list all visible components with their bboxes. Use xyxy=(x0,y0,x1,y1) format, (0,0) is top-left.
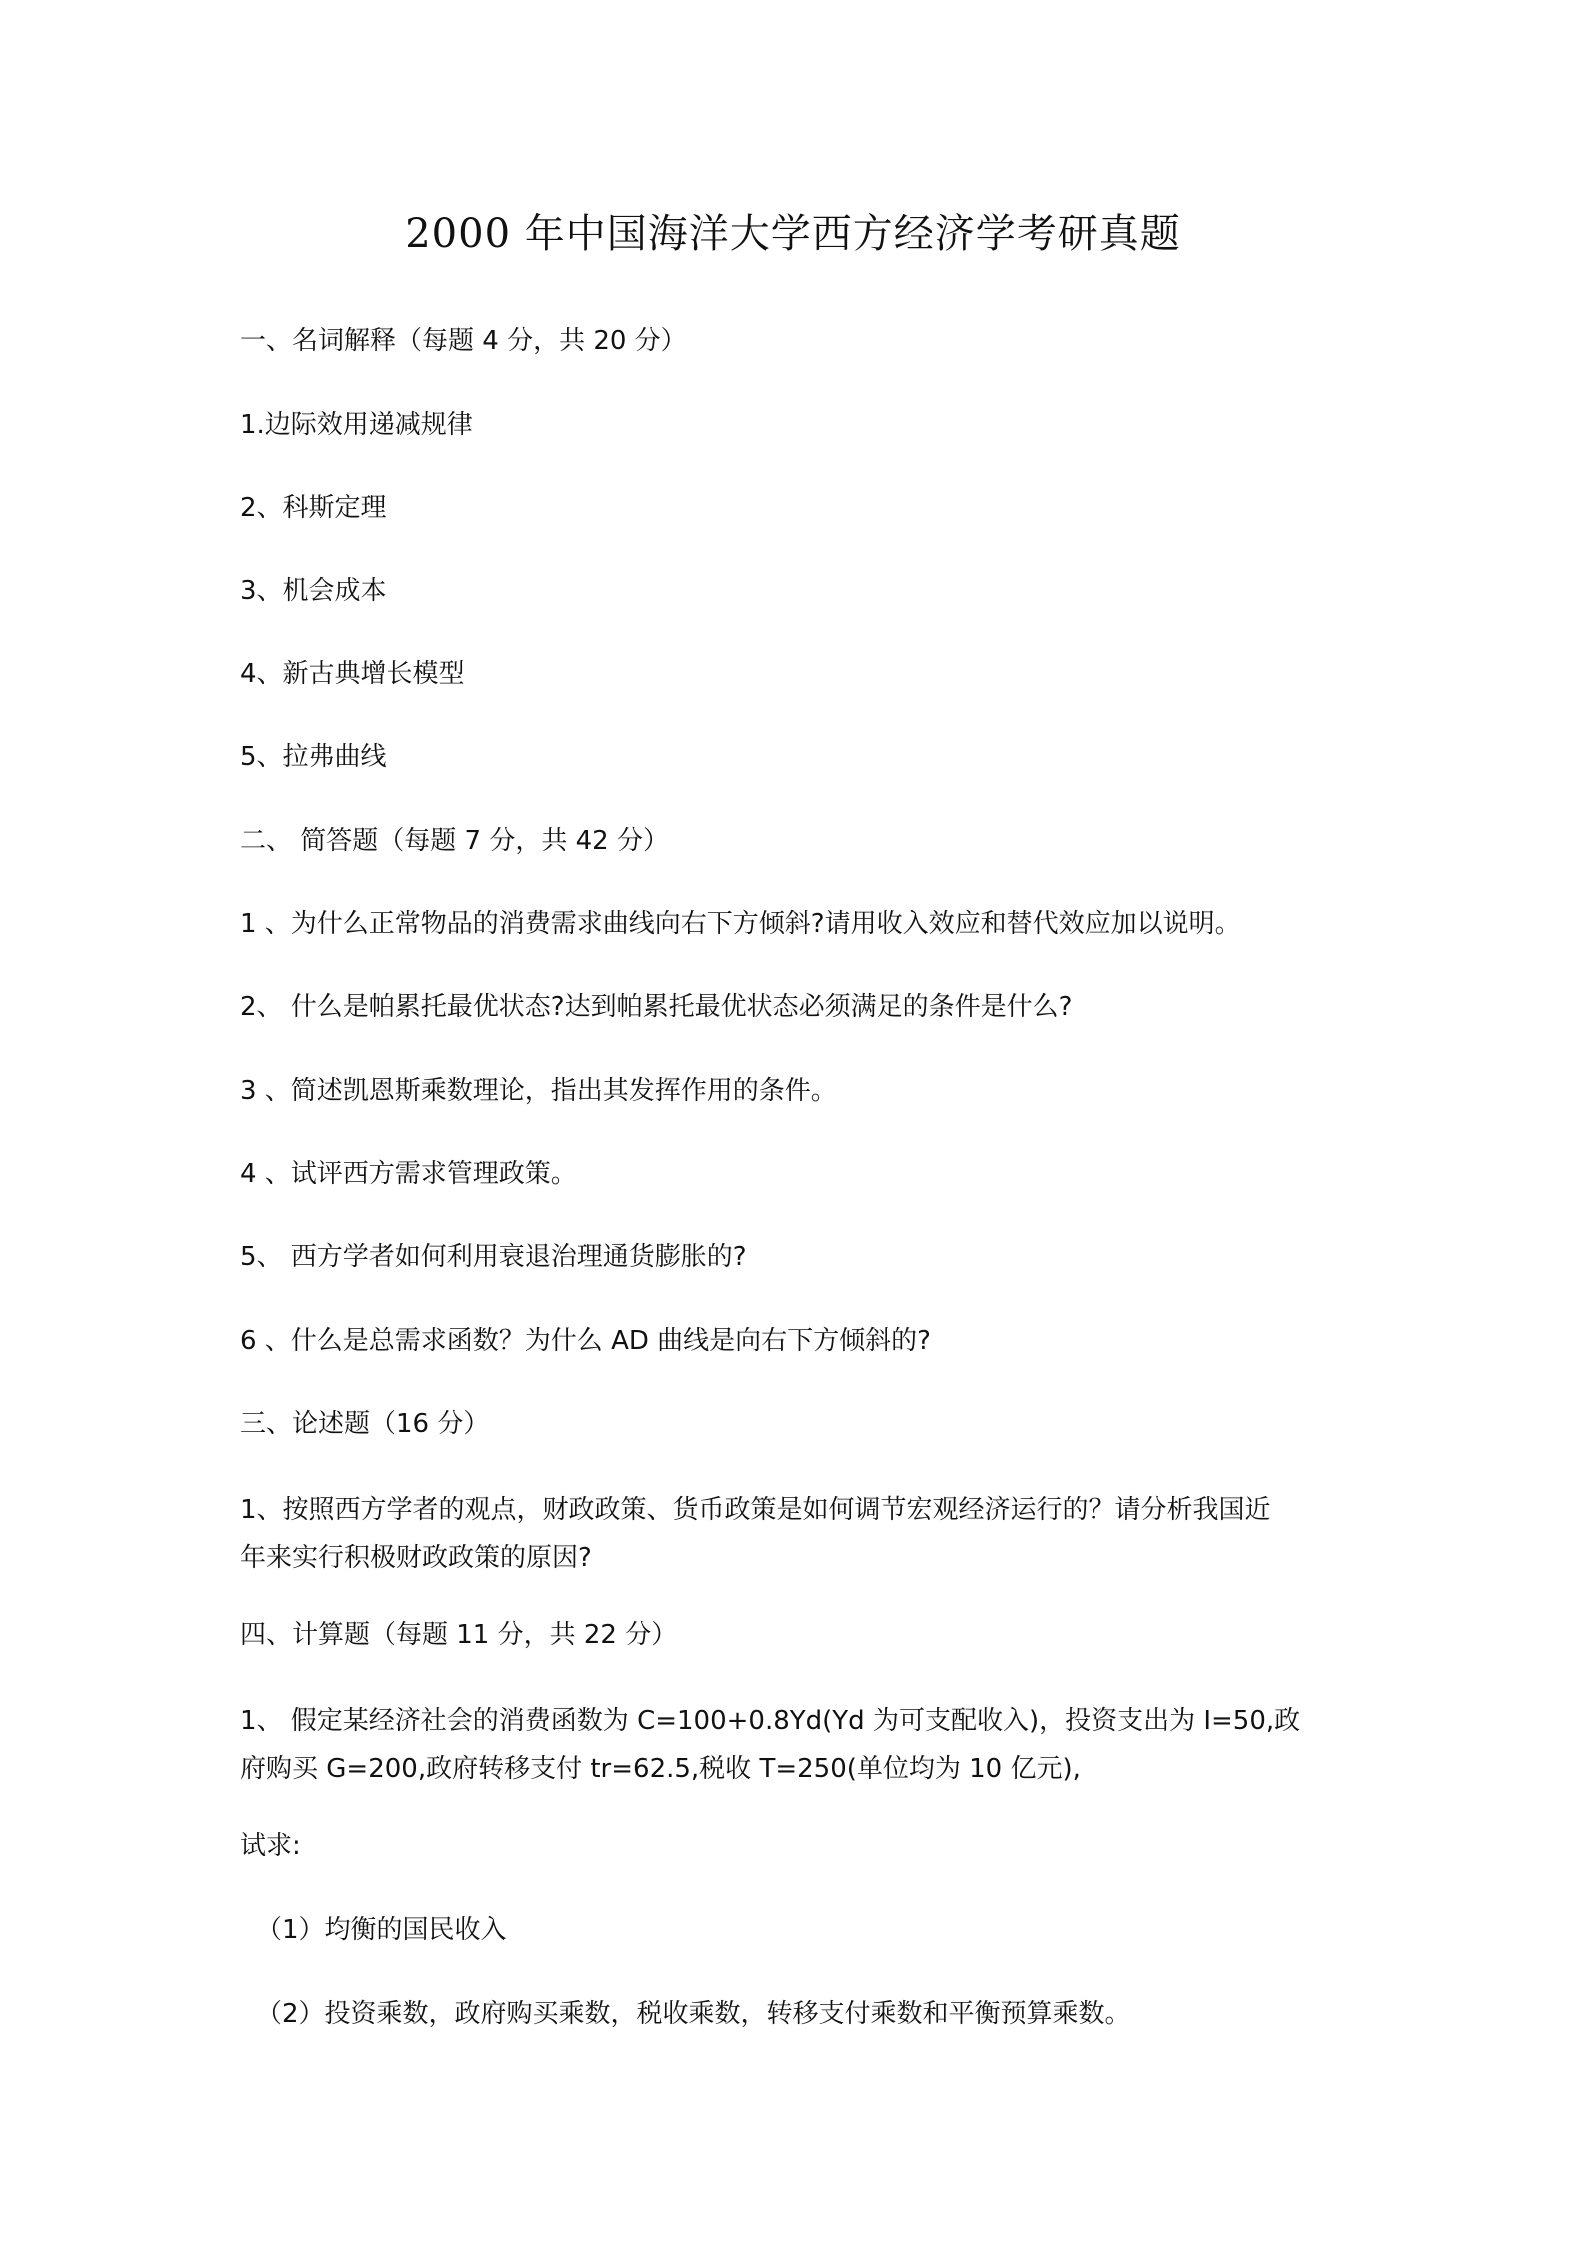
section2-item-1: 1 、为什么正常物品的消费需求曲线向右下方倾斜?请用收入效应和替代效应加以说明。 xyxy=(240,909,1241,939)
section3-item-1-line-2: 年来实行积极财政政策的原因? xyxy=(240,1543,592,1573)
section2-item-4: 4 、试评西方需求管理政策。 xyxy=(240,1159,577,1189)
section2-item-3: 3 、简述凯恩斯乘数理论，指出其发挥作用的条件。 xyxy=(240,1076,837,1106)
section1-item-1: 1.边际效用递减规律 xyxy=(240,410,473,440)
section4-sub-1: （1）均衡的国民收入 xyxy=(256,1915,507,1945)
section2-heading: 二、 简答题（每题 7 分，共 42 分） xyxy=(240,826,669,856)
section3-heading: 三、论述题（16 分） xyxy=(240,1409,490,1439)
section4-heading: 四、计算题（每题 11 分，共 22 分） xyxy=(240,1620,678,1650)
page-title: 2000 年中国海洋大学西方经济学考研真题 xyxy=(405,211,1181,257)
section1-item-3: 3、机会成本 xyxy=(240,576,387,606)
section3-item-1-line-1: 1、按照西方学者的观点，财政政策、货币政策是如何调节宏观经济运行的？请分析我国近 xyxy=(240,1495,1271,1525)
section4-sub-2: （2）投资乘数，政府购买乘数，税收乘数，转移支付乘数和平衡预算乘数。 xyxy=(256,1999,1131,2029)
section2-item-6: 6 、什么是总需求函数？为什么 AD 曲线是向右下方倾斜的? xyxy=(240,1326,931,1356)
section1-heading: 一、名词解释（每题 4 分，共 20 分） xyxy=(240,326,687,356)
section4-ask: 试求: xyxy=(240,1831,301,1861)
section4-item-1-line-1: 1、 假定某经济社会的消费函数为 C=100+0.8Yd(Yd 为可支配收入)，投资支出为 I=50,政 xyxy=(240,1706,1301,1736)
section4-item-1-line-2: 府购买 G=200,政府转移支付 tr=62.5,税收 T=250(单位均为 10 亿元), xyxy=(240,1754,1081,1784)
section3-item-1 xyxy=(240,1486,1360,1582)
section4-item-1 xyxy=(240,1697,1360,1793)
section1-item-4: 4、新古典增长模型 xyxy=(240,659,465,689)
section1-item-5: 5、拉弗曲线 xyxy=(240,742,387,772)
section2-item-5: 5、 西方学者如何利用衰退治理通货膨胀的? xyxy=(240,1242,747,1272)
section2-item-2: 2、 什么是帕累托最优状态?达到帕累托最优状态必须满足的条件是什么? xyxy=(240,992,1073,1022)
section1-item-2: 2、科斯定理 xyxy=(240,493,387,523)
